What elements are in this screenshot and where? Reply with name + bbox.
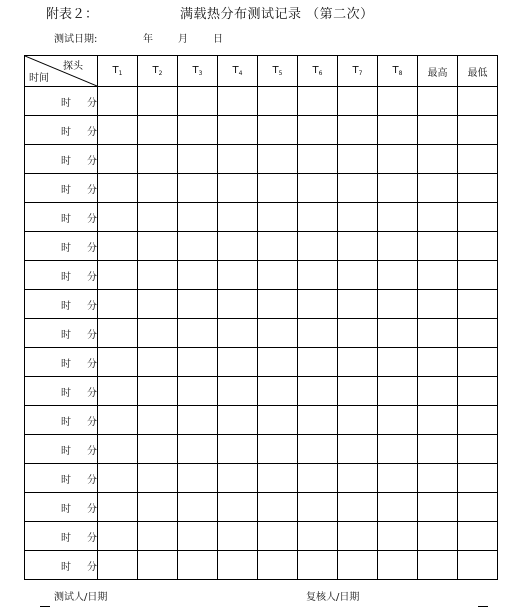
- reading-cell[interactable]: [178, 145, 218, 174]
- table-row: [25, 377, 498, 406]
- reading-cell[interactable]: [338, 464, 378, 493]
- reading-cell[interactable]: [378, 551, 418, 580]
- reading-cell[interactable]: [458, 406, 498, 435]
- minute-label: 分: [87, 126, 97, 138]
- minute-label: 分: [87, 271, 97, 283]
- table-row: [25, 522, 498, 551]
- column-header-t8: [378, 56, 418, 87]
- reading-cell[interactable]: [98, 87, 138, 116]
- column-subscript: 4: [238, 70, 243, 77]
- reading-cell[interactable]: [338, 203, 378, 232]
- reading-cell[interactable]: [418, 464, 458, 493]
- reading-cell[interactable]: [138, 174, 178, 203]
- reading-cell[interactable]: [298, 145, 338, 174]
- reading-cell[interactable]: [458, 203, 498, 232]
- reading-cell[interactable]: [98, 522, 138, 551]
- reading-cell[interactable]: [458, 174, 498, 203]
- reading-cell[interactable]: [138, 435, 178, 464]
- reading-cell[interactable]: [338, 116, 378, 145]
- minute-label: 分: [87, 416, 97, 428]
- reading-cell[interactable]: [98, 319, 138, 348]
- reading-cell[interactable]: [138, 319, 178, 348]
- reading-cell[interactable]: [138, 87, 178, 116]
- column-header-t5: [258, 56, 298, 87]
- reading-cell[interactable]: [458, 522, 498, 551]
- hour-label: 时: [61, 474, 71, 486]
- reading-cell[interactable]: [218, 232, 258, 261]
- reading-cell[interactable]: [418, 406, 458, 435]
- tester-date-label: 测试人/日期: [54, 592, 108, 603]
- reading-cell[interactable]: [378, 493, 418, 522]
- reading-cell[interactable]: [298, 319, 338, 348]
- reading-cell[interactable]: [378, 145, 418, 174]
- reading-cell[interactable]: [338, 232, 378, 261]
- reading-cell[interactable]: [378, 174, 418, 203]
- column-header-t6: [298, 56, 338, 87]
- reading-cell[interactable]: [378, 406, 418, 435]
- reading-cell[interactable]: [418, 522, 458, 551]
- reading-cell[interactable]: [178, 348, 218, 377]
- time-cell[interactable]: [25, 348, 98, 377]
- column-label: T: [112, 65, 119, 76]
- time-cell[interactable]: [25, 145, 98, 174]
- reading-cell[interactable]: [98, 435, 138, 464]
- hour-label: 时: [61, 503, 71, 515]
- reading-cell[interactable]: [458, 290, 498, 319]
- hour-label: 时: [61, 561, 71, 573]
- time-cell[interactable]: [25, 435, 98, 464]
- reading-cell[interactable]: [138, 377, 178, 406]
- reading-cell[interactable]: [298, 87, 338, 116]
- reading-cell[interactable]: [178, 232, 218, 261]
- corner-header-cell: [25, 56, 98, 87]
- hour-label: 时: [61, 532, 71, 544]
- reading-cell[interactable]: [338, 261, 378, 290]
- table-row: [25, 319, 498, 348]
- reading-cell[interactable]: [258, 406, 298, 435]
- reading-cell[interactable]: [418, 232, 458, 261]
- reading-cell[interactable]: [298, 464, 338, 493]
- reading-cell[interactable]: [178, 319, 218, 348]
- table-row: [25, 203, 498, 232]
- column-header-t3: [178, 56, 218, 87]
- reading-cell[interactable]: [418, 493, 458, 522]
- table-row: [25, 261, 498, 290]
- table-row: [25, 116, 498, 145]
- table-row: [25, 551, 498, 580]
- time-cell[interactable]: [25, 406, 98, 435]
- reading-cell[interactable]: [258, 551, 298, 580]
- reading-cell[interactable]: [338, 435, 378, 464]
- reading-cell[interactable]: [298, 174, 338, 203]
- reading-cell[interactable]: [178, 551, 218, 580]
- reading-cell[interactable]: [338, 551, 378, 580]
- time-cell[interactable]: [25, 261, 98, 290]
- reading-cell[interactable]: [178, 290, 218, 319]
- time-cell[interactable]: [25, 464, 98, 493]
- time-cell[interactable]: [25, 551, 98, 580]
- reading-cell[interactable]: [298, 435, 338, 464]
- column-label: T: [312, 65, 319, 76]
- probe-label: 探头: [63, 61, 83, 72]
- column-label: T: [392, 65, 399, 76]
- reading-cell[interactable]: [298, 116, 338, 145]
- reading-cell[interactable]: [98, 203, 138, 232]
- reading-cell[interactable]: [418, 145, 458, 174]
- hour-label: 时: [61, 358, 71, 370]
- temperature-record-table: [24, 55, 498, 580]
- column-label: 最低: [467, 67, 488, 79]
- reading-cell[interactable]: [258, 493, 298, 522]
- reading-cell[interactable]: [138, 551, 178, 580]
- reading-cell[interactable]: [138, 232, 178, 261]
- day-label: 日: [213, 34, 223, 45]
- time-cell[interactable]: [25, 232, 98, 261]
- reading-cell[interactable]: [338, 406, 378, 435]
- time-cell[interactable]: [25, 377, 98, 406]
- test-date-label: 测试日期:: [54, 34, 98, 45]
- reading-cell[interactable]: [458, 435, 498, 464]
- reading-cell[interactable]: [258, 203, 298, 232]
- reading-cell[interactable]: [298, 348, 338, 377]
- minute-label: 分: [87, 358, 97, 370]
- column-label: 最高: [427, 67, 448, 79]
- title-row: [0, 3, 525, 25]
- reading-cell[interactable]: [98, 174, 138, 203]
- header-row: [25, 56, 498, 87]
- hour-label: 时: [61, 155, 71, 167]
- table-row: [25, 348, 498, 377]
- reading-cell[interactable]: [298, 493, 338, 522]
- reading-cell[interactable]: [138, 348, 178, 377]
- reading-cell[interactable]: [218, 551, 258, 580]
- reading-cell[interactable]: [418, 87, 458, 116]
- reading-cell[interactable]: [458, 464, 498, 493]
- table-row: [25, 174, 498, 203]
- minute-label: 分: [87, 445, 97, 457]
- hour-label: 时: [61, 184, 71, 196]
- reading-cell[interactable]: [258, 232, 298, 261]
- time-cell[interactable]: [25, 87, 98, 116]
- reading-cell[interactable]: [218, 464, 258, 493]
- reading-cell[interactable]: [218, 377, 258, 406]
- hour-label: 时: [61, 445, 71, 457]
- reading-cell[interactable]: [378, 290, 418, 319]
- reading-cell[interactable]: [98, 406, 138, 435]
- reading-cell[interactable]: [338, 87, 378, 116]
- reading-cell[interactable]: [298, 203, 338, 232]
- reading-cell[interactable]: [98, 232, 138, 261]
- reading-cell[interactable]: [178, 406, 218, 435]
- reading-cell[interactable]: [258, 261, 298, 290]
- column-header-min: [458, 56, 498, 87]
- minute-label: 分: [87, 184, 97, 196]
- hour-label: 时: [61, 387, 71, 399]
- reading-cell[interactable]: [178, 203, 218, 232]
- reading-cell[interactable]: [218, 406, 258, 435]
- reading-cell[interactable]: [178, 464, 218, 493]
- reading-cell[interactable]: [258, 464, 298, 493]
- reading-cell[interactable]: [218, 348, 258, 377]
- hour-label: 时: [61, 213, 71, 225]
- reading-cell[interactable]: [98, 348, 138, 377]
- time-cell[interactable]: [25, 522, 98, 551]
- column-header-max: [418, 56, 458, 87]
- reading-cell[interactable]: [218, 174, 258, 203]
- reading-cell[interactable]: [138, 290, 178, 319]
- column-subscript: 7: [358, 70, 363, 77]
- hour-label: 时: [61, 242, 71, 254]
- reading-cell[interactable]: [258, 174, 298, 203]
- reading-cell[interactable]: [298, 261, 338, 290]
- column-label: T: [192, 65, 199, 76]
- reading-cell[interactable]: [418, 290, 458, 319]
- minute-label: 分: [87, 387, 97, 399]
- column-subscript: 6: [318, 70, 323, 77]
- minute-label: 分: [87, 213, 97, 225]
- reading-cell[interactable]: [458, 116, 498, 145]
- year-label: 年: [143, 34, 153, 45]
- reading-cell[interactable]: [298, 551, 338, 580]
- reading-cell[interactable]: [298, 232, 338, 261]
- reading-cell[interactable]: [138, 261, 178, 290]
- reading-cell[interactable]: [218, 145, 258, 174]
- column-label: T: [152, 65, 159, 76]
- reading-cell[interactable]: [458, 261, 498, 290]
- column-subscript: 1: [118, 70, 123, 77]
- reading-cell[interactable]: [298, 522, 338, 551]
- reading-cell[interactable]: [98, 261, 138, 290]
- reading-cell[interactable]: [258, 377, 298, 406]
- table-row: [25, 290, 498, 319]
- reading-cell[interactable]: [138, 464, 178, 493]
- reading-cell[interactable]: [418, 435, 458, 464]
- reading-cell[interactable]: [178, 522, 218, 551]
- column-subscript: 2: [158, 70, 163, 77]
- reading-cell[interactable]: [98, 290, 138, 319]
- reading-cell[interactable]: [258, 290, 298, 319]
- reading-cell[interactable]: [418, 377, 458, 406]
- reading-cell[interactable]: [418, 551, 458, 580]
- reading-cell[interactable]: [98, 493, 138, 522]
- table-row: [25, 232, 498, 261]
- reading-cell[interactable]: [218, 116, 258, 145]
- minute-label: 分: [87, 503, 97, 515]
- column-subscript: 5: [278, 70, 283, 77]
- reading-cell[interactable]: [218, 493, 258, 522]
- reading-cell[interactable]: [458, 493, 498, 522]
- column-subscript: 8: [398, 70, 403, 77]
- column-header-t2: [138, 56, 178, 87]
- page-title: 满载热分布测试记录 （第二次）: [180, 7, 374, 22]
- minute-label: 分: [87, 155, 97, 167]
- minute-label: 分: [87, 300, 97, 312]
- reading-cell[interactable]: [298, 290, 338, 319]
- reading-cell[interactable]: [298, 406, 338, 435]
- time-label: 时间: [29, 73, 49, 84]
- reading-cell[interactable]: [378, 464, 418, 493]
- table-row: [25, 87, 498, 116]
- column-header-t4: [218, 56, 258, 87]
- reading-cell[interactable]: [98, 377, 138, 406]
- reading-cell[interactable]: [178, 116, 218, 145]
- table-row: [25, 493, 498, 522]
- reading-cell[interactable]: [378, 348, 418, 377]
- reading-cell[interactable]: [218, 435, 258, 464]
- time-cell[interactable]: [25, 290, 98, 319]
- reading-cell[interactable]: [258, 348, 298, 377]
- reading-cell[interactable]: [378, 203, 418, 232]
- column-label: T: [352, 65, 359, 76]
- column-label: T: [272, 65, 279, 76]
- column-subscript: 3: [198, 70, 203, 77]
- reading-cell[interactable]: [98, 464, 138, 493]
- reading-cell[interactable]: [98, 551, 138, 580]
- reading-cell[interactable]: [138, 203, 178, 232]
- reading-cell[interactable]: [378, 319, 418, 348]
- reading-cell[interactable]: [138, 493, 178, 522]
- reading-cell[interactable]: [418, 348, 458, 377]
- reading-cell[interactable]: [458, 87, 498, 116]
- reading-cell[interactable]: [178, 261, 218, 290]
- reading-cell[interactable]: [458, 377, 498, 406]
- reading-cell[interactable]: [178, 377, 218, 406]
- table-row: [25, 435, 498, 464]
- reading-cell[interactable]: [378, 377, 418, 406]
- reading-cell[interactable]: [258, 145, 298, 174]
- reading-cell[interactable]: [178, 87, 218, 116]
- reading-cell[interactable]: [218, 522, 258, 551]
- reading-cell[interactable]: [218, 261, 258, 290]
- reading-cell[interactable]: [138, 116, 178, 145]
- record-rows: [25, 87, 498, 580]
- time-cell[interactable]: [25, 116, 98, 145]
- reading-cell[interactable]: [258, 87, 298, 116]
- hour-label: 时: [61, 300, 71, 312]
- reading-cell[interactable]: [138, 406, 178, 435]
- reading-cell[interactable]: [218, 203, 258, 232]
- reviewer-date-label: 复核人/日期: [306, 592, 360, 603]
- reading-cell[interactable]: [418, 116, 458, 145]
- reading-cell[interactable]: [258, 116, 298, 145]
- hour-label: 时: [61, 329, 71, 341]
- time-cell[interactable]: [25, 493, 98, 522]
- hour-label: 时: [61, 271, 71, 283]
- reading-cell[interactable]: [338, 145, 378, 174]
- minute-label: 分: [87, 561, 97, 573]
- reading-cell[interactable]: [338, 493, 378, 522]
- hour-label: 时: [61, 97, 71, 109]
- reading-cell[interactable]: [338, 290, 378, 319]
- column-header-t7: [338, 56, 378, 87]
- reading-cell[interactable]: [418, 203, 458, 232]
- reading-cell[interactable]: [98, 145, 138, 174]
- signature-line: [0, 588, 525, 604]
- reading-cell[interactable]: [338, 377, 378, 406]
- appendix-label: 附表２：: [46, 7, 99, 22]
- reading-cell[interactable]: [418, 319, 458, 348]
- reading-cell[interactable]: [338, 348, 378, 377]
- reading-cell[interactable]: [378, 116, 418, 145]
- minute-label: 分: [87, 242, 97, 254]
- time-cell[interactable]: [25, 174, 98, 203]
- reading-cell[interactable]: [378, 522, 418, 551]
- time-cell[interactable]: [25, 319, 98, 348]
- reading-cell[interactable]: [218, 290, 258, 319]
- time-cell[interactable]: [25, 203, 98, 232]
- test-date-line: [0, 30, 525, 46]
- reading-cell[interactable]: [338, 319, 378, 348]
- column-label: T: [232, 65, 239, 76]
- minute-label: 分: [87, 474, 97, 486]
- hour-label: 时: [61, 416, 71, 428]
- reading-cell[interactable]: [458, 319, 498, 348]
- table-row: [25, 145, 498, 174]
- reading-cell[interactable]: [458, 551, 498, 580]
- table-row: [25, 406, 498, 435]
- month-label: 月: [178, 34, 188, 45]
- reading-cell[interactable]: [138, 145, 178, 174]
- reading-cell[interactable]: [258, 435, 298, 464]
- reading-cell[interactable]: [258, 319, 298, 348]
- reading-cell[interactable]: [218, 319, 258, 348]
- minute-label: 分: [87, 329, 97, 341]
- reading-cell[interactable]: [218, 87, 258, 116]
- reading-cell[interactable]: [138, 522, 178, 551]
- reading-cell[interactable]: [458, 348, 498, 377]
- reading-cell[interactable]: [298, 377, 338, 406]
- reading-cell[interactable]: [178, 435, 218, 464]
- reading-cell[interactable]: [378, 87, 418, 116]
- reading-cell[interactable]: [338, 174, 378, 203]
- reading-cell[interactable]: [98, 116, 138, 145]
- hour-label: 时: [61, 126, 71, 138]
- reading-cell[interactable]: [378, 435, 418, 464]
- reading-cell[interactable]: [258, 522, 298, 551]
- table-row: [25, 464, 498, 493]
- reading-cell[interactable]: [178, 174, 218, 203]
- reading-cell[interactable]: [418, 174, 458, 203]
- reading-cell[interactable]: [378, 232, 418, 261]
- minute-label: 分: [87, 532, 97, 544]
- reading-cell[interactable]: [338, 522, 378, 551]
- reading-cell[interactable]: [458, 145, 498, 174]
- reading-cell[interactable]: [178, 493, 218, 522]
- reading-cell[interactable]: [458, 232, 498, 261]
- reading-cell[interactable]: [378, 261, 418, 290]
- minute-label: 分: [87, 97, 97, 109]
- column-header-t1: [98, 56, 138, 87]
- reading-cell[interactable]: [418, 261, 458, 290]
